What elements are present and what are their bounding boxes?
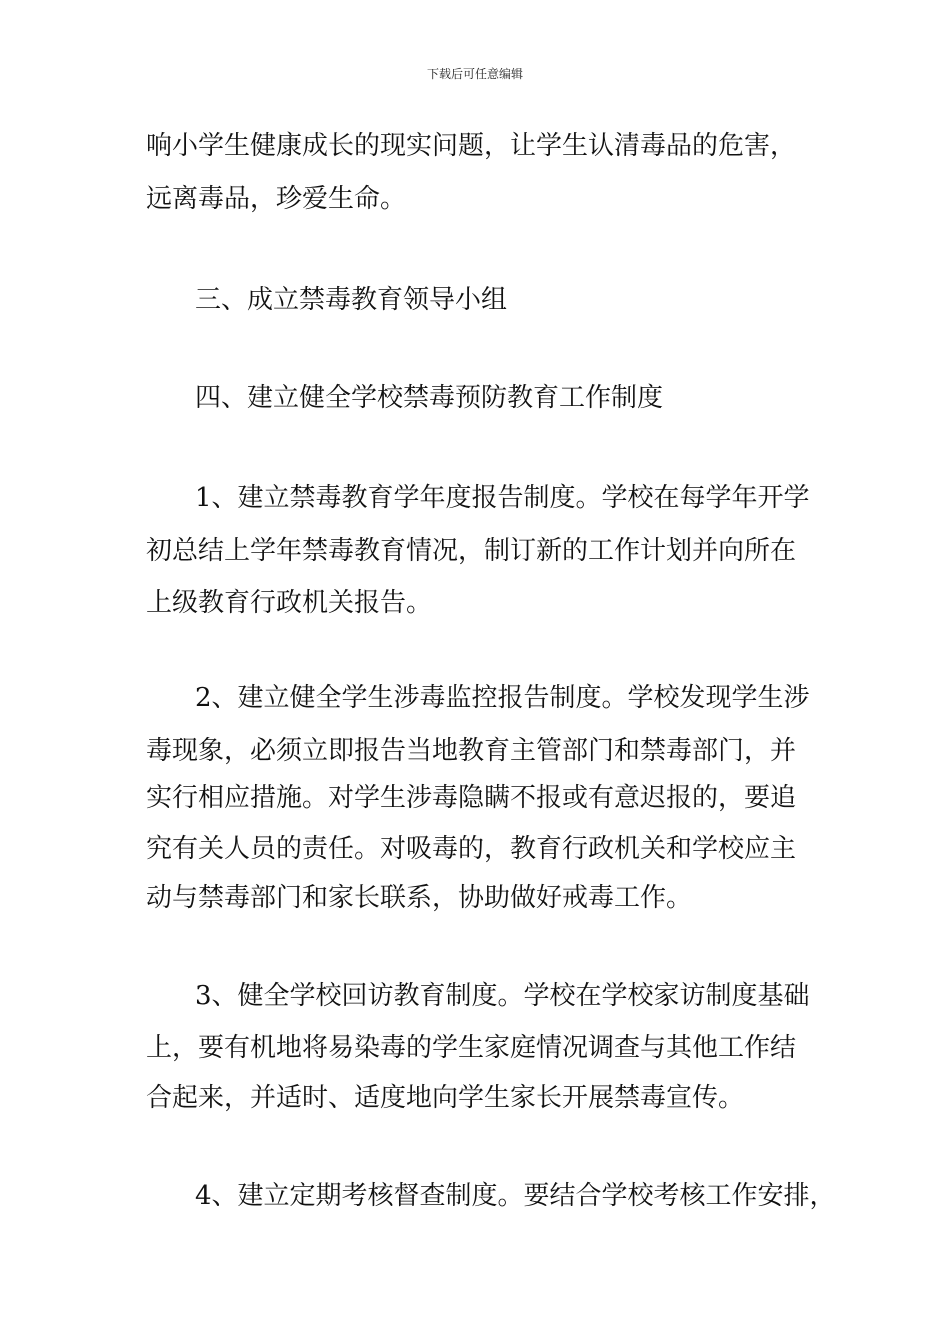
- text-line: 初总结上学年禁毒教育情况，制订新的工作计划并向所在: [146, 536, 797, 566]
- text-line: 3、健全学校回访教育制度。学校在学校家访制度基础: [195, 981, 810, 1011]
- text-line: 上级教育行政机关报告。: [146, 588, 433, 618]
- text-line: 动与禁毒部门和家长联系，协助做好戒毒工作。: [146, 883, 693, 913]
- text-line: 上，要有机地将易染毒的学生家庭情况调查与其他工作结: [146, 1033, 797, 1063]
- text-line: 毒现象，必须立即报告当地教育主管部门和禁毒部门，并: [146, 736, 797, 766]
- text-line: 1、建立禁毒教育学年度报告制度。学校在每学年开学: [195, 483, 810, 513]
- text-line: 响小学生健康成长的现实问题，让学生认清毒品的危害，: [146, 131, 797, 161]
- page-header-note: 下载后可任意编辑: [426, 67, 523, 81]
- text-line: 4、建立定期考核督查制度。要结合学校考核工作安排，: [195, 1181, 836, 1211]
- section-heading: 三、成立禁毒教育领导小组: [195, 285, 508, 315]
- text-line: 合起来，并适时、适度地向学生家长开展禁毒宣传。: [146, 1083, 745, 1113]
- text-line: 远离毒品，珍爱生命。: [146, 184, 407, 214]
- text-line: 实行相应措施。对学生涉毒隐瞒不报或有意迟报的，要追: [146, 783, 797, 813]
- section-heading: 四、建立健全学校禁毒预防教育工作制度: [195, 383, 664, 413]
- text-line: 究有关人员的责任。对吸毒的，教育行政机关和学校应主: [146, 834, 797, 864]
- text-line: 2、建立健全学生涉毒监控报告制度。学校发现学生涉: [195, 683, 810, 713]
